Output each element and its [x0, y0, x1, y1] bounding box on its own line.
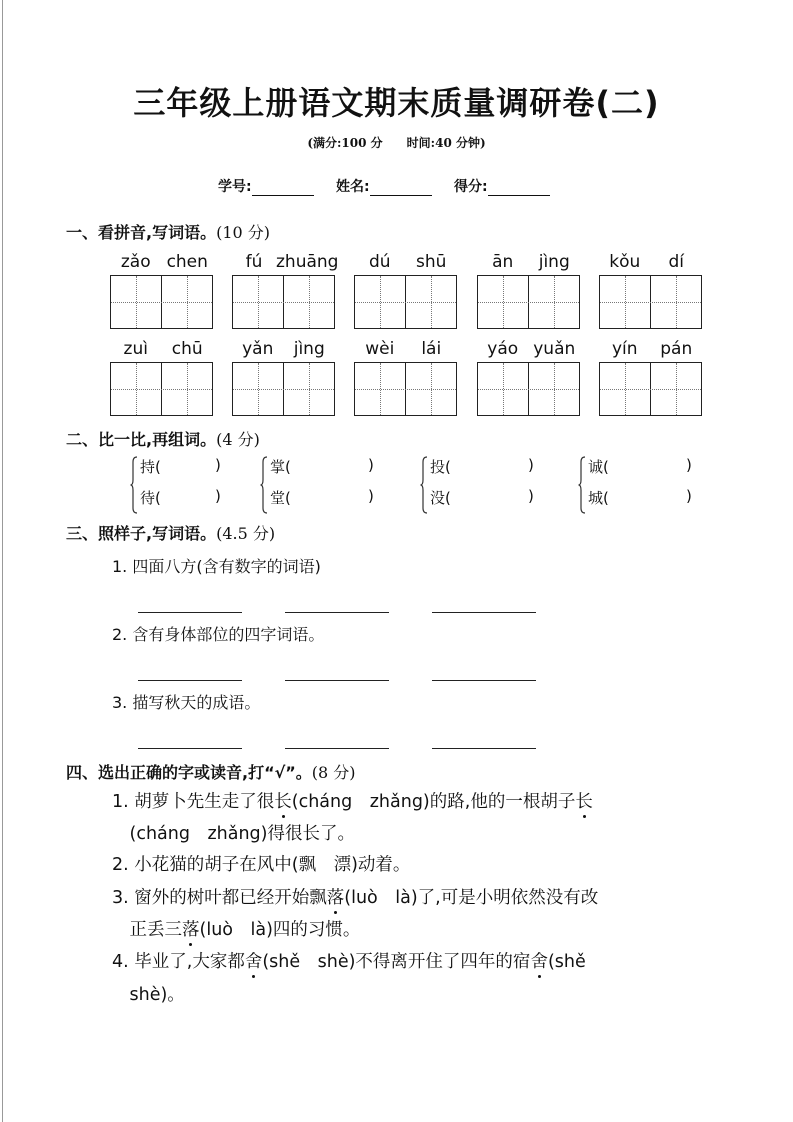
answer-line[interactable]	[432, 612, 536, 613]
question-text[interactable]: (shě	[547, 952, 586, 972]
dotted-guide	[600, 389, 701, 390]
emphasized-char[interactable]: 落	[326, 888, 345, 908]
brace-icon	[420, 456, 428, 514]
section-1-heading: 一、看拼音,写词语。(10 分)	[66, 223, 271, 242]
question-text[interactable]: 2. 小花猫的胡子在风中(飘 漂)动着。	[112, 855, 411, 875]
exam-subtitle: (满分:100 分 时间:40 分钟)	[307, 136, 486, 150]
writing-box[interactable]	[477, 362, 580, 416]
question-line	[112, 820, 355, 845]
answer-blank[interactable]: )	[686, 456, 692, 474]
page-title: 三年级上册语文期末质量调研卷(二)	[133, 84, 660, 122]
answer-line[interactable]	[138, 612, 242, 613]
pair-char: 堂(	[270, 489, 291, 507]
char-pair	[430, 456, 580, 516]
answer-blank[interactable]: )	[368, 487, 374, 505]
answer-blank[interactable]: )	[686, 487, 692, 505]
writing-box[interactable]	[232, 362, 335, 416]
question-line	[112, 981, 185, 1006]
dotted-guide	[111, 389, 212, 390]
dotted-guide	[478, 389, 579, 390]
pair-char: 持(	[140, 458, 161, 476]
pinyin-syllable: yáo	[487, 339, 519, 359]
pinyin-syllable: dú	[368, 252, 391, 272]
question-line	[112, 884, 598, 909]
writing-box[interactable]	[110, 275, 213, 329]
answer-blank[interactable]: )	[215, 456, 221, 474]
brace-icon	[260, 456, 268, 514]
name-field[interactable]: 姓名:	[336, 176, 432, 196]
answer-line[interactable]	[285, 748, 389, 749]
pinyin-label	[477, 252, 580, 272]
pair-char: 待(	[140, 489, 161, 507]
pinyin-syllable: yín	[611, 339, 638, 359]
question-line	[112, 851, 410, 876]
pinyin-syllable: ān	[492, 252, 514, 272]
question-line	[112, 788, 593, 813]
question-text[interactable]: (luò là)了,可是小明依然没有改	[344, 888, 599, 908]
answer-line[interactable]	[432, 748, 536, 749]
answer-line[interactable]	[138, 748, 242, 749]
question-text[interactable]: 3. 窗外的树叶都已经开始飘	[112, 888, 327, 908]
dotted-guide	[600, 302, 701, 303]
brace-icon	[578, 456, 586, 514]
pinyin-label	[110, 252, 213, 272]
dotted-guide	[355, 389, 456, 390]
pinyin-syllable: yǎn	[242, 339, 274, 359]
pinyin-syllable: jìng	[538, 252, 570, 272]
writing-box[interactable]	[599, 362, 702, 416]
pinyin-label	[354, 252, 457, 272]
section-2-heading: 二、比一比,再组词。(4 分)	[66, 430, 260, 449]
pinyin-syllable: jìng	[293, 339, 325, 359]
pair-char: 投(	[430, 458, 451, 476]
question-text[interactable]: shè)。	[112, 985, 185, 1005]
question-text[interactable]: (luò là)四的习惯。	[199, 920, 361, 940]
page-edge	[2, 0, 3, 1122]
pinyin-label	[599, 252, 702, 272]
question-text[interactable]: 正丢三	[112, 920, 182, 940]
emphasized-char[interactable]: 长	[575, 792, 593, 812]
answer-blank[interactable]: )	[215, 487, 221, 505]
pair-char: 城(	[588, 489, 609, 507]
pinyin-syllable: shū	[416, 252, 447, 272]
writing-box[interactable]	[599, 275, 702, 329]
pinyin-syllable: dí	[668, 252, 684, 272]
char-pair	[270, 456, 420, 516]
brace-icon	[130, 456, 138, 514]
question-item: 3. 描写秋天的成语。	[112, 693, 261, 712]
answer-line[interactable]	[138, 680, 242, 681]
pinyin-syllable: kǒu	[609, 252, 641, 272]
char-pair	[588, 456, 738, 516]
question-line	[112, 916, 360, 941]
dotted-guide	[355, 302, 456, 303]
dotted-guide	[233, 389, 334, 390]
pair-char: 掌(	[270, 458, 291, 476]
question-text[interactable]: 4. 毕业了,大家都	[112, 952, 245, 972]
pinyin-syllable: zhuāng	[276, 252, 339, 272]
pinyin-label	[232, 339, 335, 359]
pinyin-syllable: pán	[660, 339, 693, 359]
question-text[interactable]: (shě shè)不得离开住了四年的宿	[262, 952, 531, 972]
answer-blank[interactable]: )	[368, 456, 374, 474]
emphasized-char[interactable]: 长	[274, 792, 292, 812]
pinyin-syllable: yuǎn	[533, 339, 576, 359]
pinyin-label	[110, 339, 213, 359]
writing-box[interactable]	[232, 275, 335, 329]
writing-box[interactable]	[354, 275, 457, 329]
section-4-heading: 四、选出正确的字或读音,打“√”。(8 分)	[66, 763, 356, 782]
score-field[interactable]: 得分:	[454, 176, 550, 196]
pinyin-label	[599, 339, 702, 359]
pinyin-syllable: chū	[171, 339, 203, 359]
answer-blank[interactable]: )	[528, 487, 534, 505]
question-line	[112, 948, 586, 973]
pinyin-label	[477, 339, 580, 359]
writing-box[interactable]	[354, 362, 457, 416]
pinyin-syllable: chen	[166, 252, 208, 272]
pair-char: 诚(	[588, 458, 609, 476]
emphasized-char[interactable]: 舍	[530, 952, 548, 972]
answer-line[interactable]	[285, 680, 389, 681]
question-text[interactable]: (cháng zhǎng)的路,他的一根胡子	[291, 792, 576, 812]
writing-box[interactable]	[110, 362, 213, 416]
pinyin-syllable: zǎo	[120, 252, 151, 272]
pinyin-label	[354, 339, 457, 359]
emphasized-char[interactable]: 舍	[244, 952, 263, 972]
pinyin-syllable: zuì	[123, 339, 148, 359]
question-text[interactable]: 1. 胡萝卜先生走了很	[112, 792, 275, 812]
question-item: 1. 四面八方(含有数字的词语)	[112, 557, 321, 576]
answer-line[interactable]	[432, 680, 536, 681]
pinyin-syllable: lái	[421, 339, 442, 359]
dotted-guide	[233, 302, 334, 303]
student-id-field[interactable]: 学号:	[218, 176, 314, 196]
answer-line[interactable]	[285, 612, 389, 613]
dotted-guide	[478, 302, 579, 303]
pinyin-label	[232, 252, 339, 272]
section-3-heading: 三、照样子,写词语。(4.5 分)	[66, 524, 276, 543]
pinyin-syllable: wèi	[365, 339, 395, 359]
pair-char: 没(	[430, 489, 451, 507]
question-text[interactable]: (cháng zhǎng)得很长了。	[112, 824, 355, 844]
answer-blank[interactable]: )	[528, 456, 534, 474]
writing-box[interactable]	[477, 275, 580, 329]
dotted-guide	[111, 302, 212, 303]
emphasized-char[interactable]: 落	[182, 920, 200, 940]
pinyin-syllable: fú	[245, 252, 263, 272]
question-item: 2. 含有身体部位的四字词语。	[112, 625, 325, 644]
